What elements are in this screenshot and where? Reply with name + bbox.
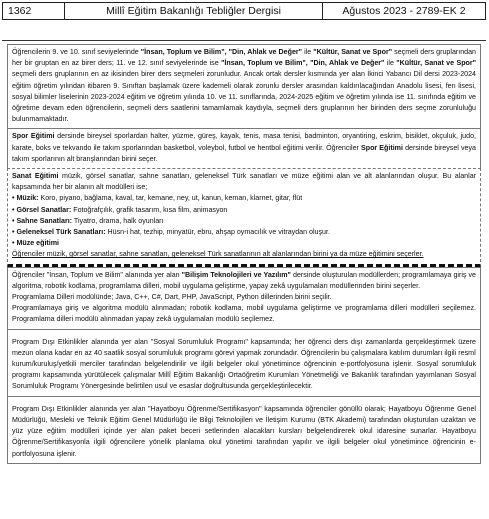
elective-groups-text: Öğrencilerin 9. ve 10. sınıf seviyelerinde "İnsan, Toplum ve Bilim", "Din, Ahlak ve Değer" ile "Kültür, Sanat ve Spor" seçmeli ders gruplarından her bir gruptan en az birer ders; 11. ve 12. sınıf seviyelerinde ise "İnsan, Toplum ve Bilim", "Din, Ahlak ve Değer" ile "Kültür, Sanat ve Spor" seçmeli ders gruplarının en az ikisinden birer ders seçmeleri zorunludur. Ancak ortak dersler kısmında yer alan İkinci Yabancı Dil dersi 2023-2024 eğitim öğretim yılından itibaren 9. Sınıftan başlamak üzere kademeli olarak zorunlu dersler arasından kaldırılacağından Anadolu lisesi, fen lisesi, sosyal bilimler liselerinin 2023-2024 eğitim ve öğretim yılında 10. ve 11. sınıflarında, 2024-2025 eğitim ve öğretim yılında ise 11. sınıfında eğitim ve öğretime devam eden öğrencilerin, seçmeli ders saatlerini tamamlamak kaydıyla, seçmeli ders gruplarının her birinden ders seçme zorunluluğu bulunmamaktadır. xyxy=(12,48,477,124)
social-responsibility-text: Program Dışı Etkinlikler alanında yer alan "Sosyal Sorumluluk Programı" kapsamında; her öğrenci ders dışı zamanlarda gerçekleştirmek üzere mezun olana kadar en az 40 saatlik sosyal sorumluluk programı görevi yapmak zorundadır. Öğrencilerin bu çalışmalara katılım durumları ilgili resmî kurum/kuruluş/yetkili merciler tarafından belgelendirilir ve ilgili belgeler okul yönetimince öğrencinin e-portfolyosuna işlenir. Sosyal sorumluluk programı kapsamında yürütülecek çalışmalar Millî Eğitim Bakanlığı Ortaöğretim Kurumları Yönetmeliği ve Bakanlık tarafından yayımlanan Sosyal Sorumluluk Programı Yönergesinde belirtilen usul ve esaslar doğrultusunda gerçekleştirilecektir. xyxy=(12,337,476,391)
sports-education-text: Spor Eğitimi dersinde bireysel sporlardan halter, yüzme, güreş, kayak, tenis, masa tenisi, badminton, oryantiring, eskrim, bisiklet, okçuluk, judo, karate, boks ve tekvando ile takım sporlarından basketbol, voleybol, futbol ve hentbol eğitimi verilir. Öğrenciler Spor Eğitimi dersinde bireysel veya takım sporlarının alt branşlarından birini seçer. xyxy=(12,132,476,163)
list-item: • Geleneksel Türk Sanatları: Hüsn-i hat, tezhip, minyatür, ebru, ahşap oymacılık ve vitraydan oluşur. xyxy=(12,228,330,237)
journal-title: Millî Eğitim Bakanlığı Tebliğler Dergisi xyxy=(65,3,323,19)
sports-education-block xyxy=(7,128,481,168)
content-table xyxy=(0,44,489,464)
list-item: • Sahne Sanatları: Tiyatro, drama, halk oyunları xyxy=(12,216,164,225)
art-module-list xyxy=(12,193,476,249)
programming-languages-text: Programlama Dilleri modülünde; Java, C++, C#, Dart, PHP, JavaScript, Python dillerinden birini seçilir. xyxy=(12,293,332,302)
list-item: • Görsel Sanatlar: Fotoğrafçılık, grafik tasarım, kısa film, animasyon xyxy=(12,205,228,214)
lifelong-learning-text: Program Dışı Etkinlikler alanında yer alan "Hayatboyu Öğrenme/Sertifikasyon" kapsamında öğrenciler gönüllü olarak; Hayatboyu Öğrenme Genel Müdürlüğü, Mesleki ve Teknik Eğitim Genel Müdürlüğü ile Bilgi Teknolojileri ve İletişim Kurumu (BTK Akademi) tarafından oluşturulan uzaktan ve yüz yüze eğitim modülleri içinde yer alan paket beceri setlerinden alacakları kursları belgelendirerek okul idaresine sunarlar. Hayatboyu Öğrenme/Sertifikasyonla ilgili öğrencilere yönelik planlama okul yönetimi tarafından yapılır ve ilgili belgeler okul yönetimince öğrencinin e-portfolyosuna işlenir. xyxy=(12,404,476,458)
it-software-intro: Öğrenciler "İnsan, Toplum ve Bilim" alanında yer alan "Bilişim Teknolojileri ve Yazılım" dersinde oluşturulan modüllerden; programlamaya giriş ve algoritma, robotik kodlama, programlama dilleri, mobil uygulama geliştirme, yapay zekâ uygulamaları modüllerinden birini seçerler. xyxy=(12,270,477,290)
art-education-block xyxy=(7,168,481,267)
page-header xyxy=(2,2,486,20)
it-software-block xyxy=(7,267,481,329)
art-education-closing: Öğrenciler müzik, görsel sanatlar, sahne sanatları, geleneksel Türk sanatlarının alt alanlarından birini ya da müze eğitimini seçerler. xyxy=(12,250,424,259)
page-number: 1362 xyxy=(3,3,65,19)
social-responsibility-block xyxy=(7,329,481,396)
elective-groups-block xyxy=(7,44,481,128)
top-divider xyxy=(2,40,486,41)
lifelong-learning-block xyxy=(7,396,481,464)
art-education-intro: Sanat Eğitimi müzik, görsel sanatlar, sahne sanatları, geleneksel Türk sanatları ve müze eğitimi alan ve alt alanlarından oluşur. Bu alanlar kapsamında her bir alanın alt modülleri ise; xyxy=(12,172,476,192)
module-prerequisites-text: Programlamaya giriş ve algoritma modülü alınmadan; robotik kodlama, mobil uygulama geliştirme ve programlama dilleri modülleri seçilemez. Programlama dilleri modülü alınmadan yapay zekâ uygulamaları modülü seçilemez. xyxy=(12,304,476,324)
issue-date: Ağustos 2023 - 2789-EK 2 xyxy=(342,5,466,17)
list-item: • Müzik: Koro, piyano, bağlama, kaval, tar, kemane, ney, ut, kanun, keman, klarnet, gitar, flüt xyxy=(12,194,303,203)
list-item: • Müze eğitimi xyxy=(12,239,60,248)
